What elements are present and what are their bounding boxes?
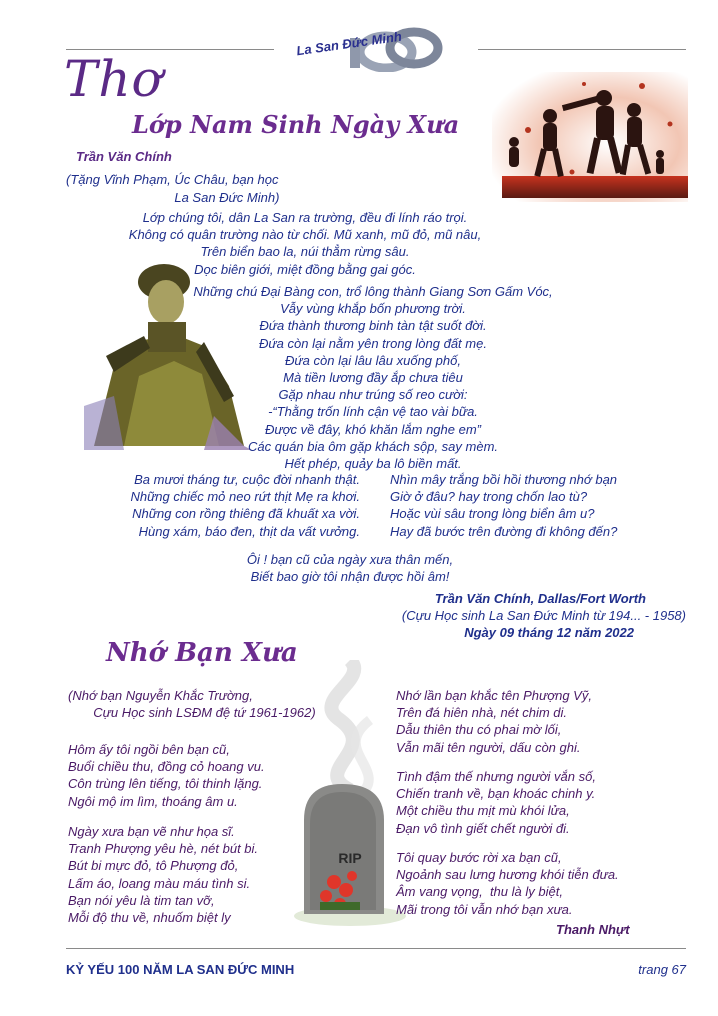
poem-date: Ngày 09 tháng 12 năm 2022: [464, 625, 634, 640]
footer-title: KỶ YẾU 100 NĂM LA SAN ĐỨC MINH: [66, 962, 295, 977]
poem-title-lop-nam-sinh: Lớp Nam Sinh Ngày Xưa: [132, 110, 460, 139]
tombstone-rip-text: RIP: [338, 850, 362, 866]
section2-right-stanza-3: Tôi quay bước rời xa bạn cũ, Ngoảnh sau lưng hương khói tiễn đưa. Âm vang vọng, thu là ly biệt, Mãi trong tôi vẫn nhớ bạn xưa.: [396, 850, 619, 917]
logo-text: La San Đức Minh: [295, 28, 403, 59]
section2-dedication: (Nhớ bạn Nguyễn Khắc Trường, Cựu Học sinh LSĐM đệ tứ 1961-1962): [68, 688, 316, 721]
running-soldiers-image: [492, 72, 688, 202]
poem-title-nho-ban-xua: Nhớ Bạn Xưa: [106, 638, 298, 668]
footer-rule: [66, 948, 686, 949]
script-heading-tho: Thơ: [64, 50, 163, 108]
section2-right-stanza-2: Tình đậm thế nhưng người vắn số, Chiến tranh về, bạn khoác chinh y. Một chiều thu mịt mù khói lửa, Đạn vô tình giết chết người đi.: [396, 769, 596, 836]
tombstone-smoke-image: [290, 660, 410, 930]
signature-tran-van-chinh: Trần Văn Chính, Dallas/Fort Worth: [434, 591, 646, 606]
signature-note: (Cựu Học sinh La San Đức Minh từ 194... - 1958): [401, 608, 686, 623]
stanza-2: Những chú Đại Bàng con, trổ lông thành Giang Sơn Gấm Vóc, Vẫy vùng khắp bốn phương trời. Đứa thành thương binh tàn tật suốt đời. Đứa còn lại nằm yên trong lòng đất mẹ. Đứa còn lại lâu lâu xuống phố, Mà tiền lương đầy ắp chưa tiêu Gặp nhau như trúng số reo cười: -“Thằng trốn lính cận vệ tao vài bữa. Được về đây, khó khăn lắm nghe em” Các quán bia ôm gặp khách sộp, say mèm. Hết phép, quảy ba lô biền mất.: [193, 284, 553, 472]
signature-thanh-nhut: Thanh Nhựt: [556, 922, 630, 937]
header-logo: [290, 22, 460, 72]
section2-left-stanza-2: Ngày xưa bạn vẽ như họa sĩ. Tranh Phượng yêu hè, nét bút bi. Bút bi mực đỏ, tô Phượng đỏ, Lấm áo, loang màu máu tình si. Bạn nói yêu là tim tan vỡ, Mỗi độ thu về, nhuốm biệt ly: [68, 824, 259, 926]
header-rule-right: [478, 49, 686, 50]
section2-right-stanza-1: Nhớ lần bạn khắc tên Phượng Vỹ, Trên đá hiên nhà, nét chim di. Dẫu thiên thu có phai mờ lối, Vẫn mãi tên người, dấu còn ghi.: [396, 688, 592, 755]
poem-dedication: (Tặng Vĩnh Phạm, Úc Châu, bạn học La San Đức Minh): [66, 172, 280, 205]
page-number: trang 67: [638, 962, 686, 977]
stanza-3-right: Nhìn mây trắng bồi hồi thương nhớ bạn Giờ ở đâu? hay trong chốn lao tù? Hoặc vùi sâu trong lòng biển âm u? Hay đã bước trên đường đi không đến?: [390, 472, 618, 539]
stanza-1: Lớp chúng tôi, dân La San ra trường, đều đi lính ráo trọi. Không có quân trường nào từ chối. Mũ xanh, mũ đỏ, mũ nâu, Trên biển bao la, núi thẳm rừng sâu. Dọc biên giới, miệt đồng bằng gai góc.: [128, 210, 482, 277]
section2-left-stanza-1: Hôm ấy tôi ngồi bên bạn cũ, Buổi chiều thu, đồng cỏ hoang vu. Côn trùng lên tiếng, tôi thinh lặng. Ngôi mộ im lìm, thoáng âm u.: [68, 742, 265, 809]
stanza-3-left: Ba mươi tháng tư, cuộc đời nhanh thật. Những chiếc mỏ neo rứt thịt Mẹ ra khơi. Những con rồng thiêng đã khuất xa vời. Hùng xám, báo đen, thịt da vất vưởng.: [130, 472, 360, 539]
stanza-4: Ôi ! bạn cũ của ngày xưa thân mến, Biết bao giờ tôi nhận được hồi âm!: [246, 552, 454, 585]
author-name: Trần Văn Chính: [76, 149, 172, 164]
